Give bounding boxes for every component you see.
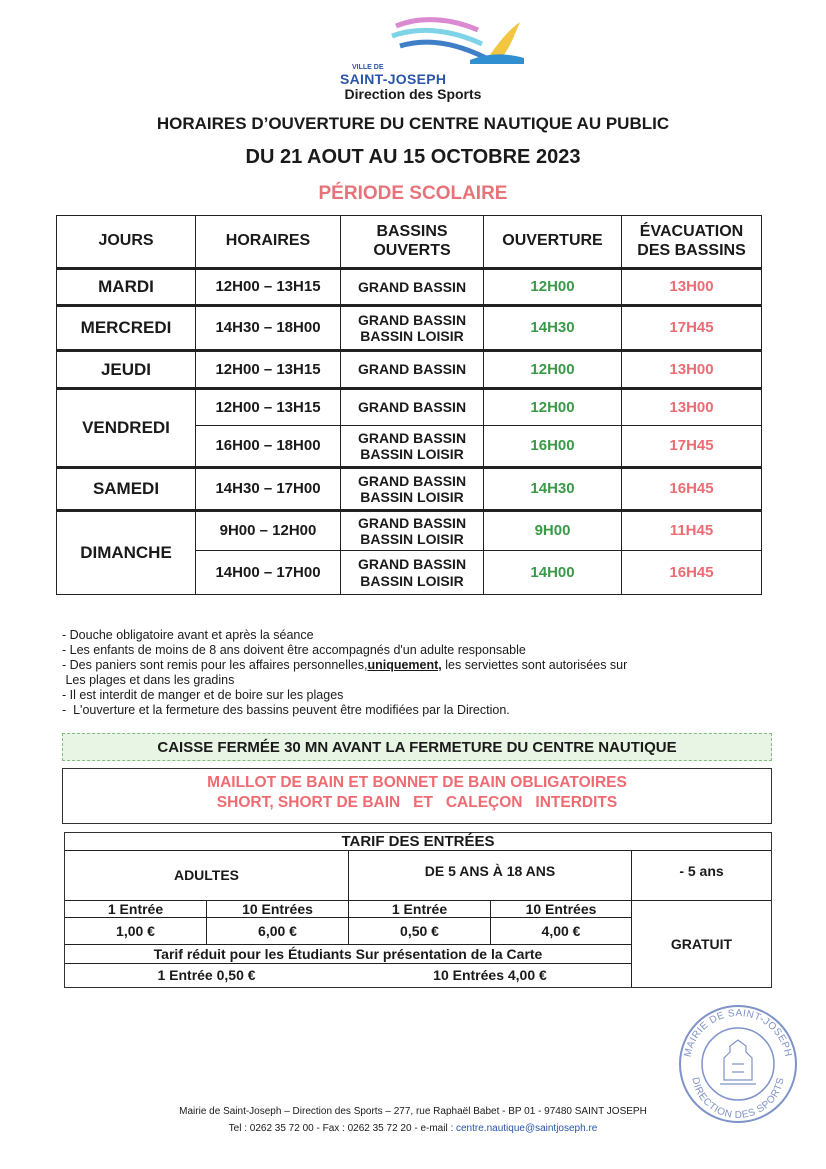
note-line: Les plages et dans les gradins — [62, 673, 235, 687]
evacuation-cell: 13H00 — [669, 360, 714, 378]
horaires-cell: 14H30 – 18H00 — [215, 319, 321, 337]
tarif-price: 4,00 € — [541, 922, 581, 939]
bassin-cell — [341, 551, 483, 594]
tarif-reduit-label: Tarif réduit pour les Étudiants Sur présentation de la Carte — [153, 945, 543, 962]
ouverture-cell: 14H30 — [530, 319, 575, 337]
tarif-entree-label: 1 Entrée — [391, 900, 448, 917]
footer-email-link[interactable]: centre.nautique@saintjoseph.re — [456, 1123, 598, 1134]
evacuation-cell: 17H45 — [669, 437, 714, 455]
tarif-entree-label: 1 Entrée — [107, 900, 164, 917]
ouverture-cell: 14H30 — [530, 480, 575, 498]
ouverture-cell: 12H00 — [530, 278, 575, 296]
day-vendredi: VENDREDI — [82, 418, 170, 438]
footer-contact — [0, 1123, 826, 1134]
horaires-cell: 12H00 – 13H15 — [215, 398, 321, 416]
header-ouverture: OUVERTURE — [502, 232, 603, 250]
tarif-moins5-header: - 5 ans — [679, 862, 724, 879]
footer-phone-fax: Tel : 0262 35 72 00 - Fax : 0262 35 72 20 - e-mail : — [228, 1123, 456, 1134]
bassin-line: GRAND BASSIN — [357, 429, 467, 446]
department-name: Direction des Sports — [344, 86, 482, 102]
bassin-cell: GRAND BASSIN — [357, 361, 467, 378]
ouverture-cell: 12H00 — [530, 398, 575, 416]
horaires-cell: 14H00 – 17H00 — [215, 563, 321, 581]
ouverture-cell: 14H00 — [530, 563, 575, 581]
note-line: - Douche obligatoire avant et après la séance — [62, 628, 314, 642]
date-range: DU 21 AOUT AU 15 OCTOBRE 2023 — [245, 146, 581, 168]
wave-emblem-icon — [390, 14, 530, 70]
stamp-top-text: MAIRIE DE SAINT-JOSEPH — [682, 1007, 794, 1059]
evacuation-cell: 13H00 — [669, 398, 714, 416]
schedule-table — [56, 215, 762, 595]
bassin-line: BASSIN LOISIR — [360, 328, 464, 344]
bassin-cell: GRAND BASSIN — [357, 399, 467, 416]
bassin-cell — [341, 307, 483, 349]
ouverture-cell: 12H00 — [530, 360, 575, 378]
day-dimanche: DIMANCHE — [80, 543, 172, 563]
tarif-entree-label: 10 Entrées — [242, 900, 313, 917]
logo-city-name: SAINT-JOSEPH — [340, 71, 447, 87]
tarif-price: 1,00 € — [116, 922, 155, 939]
tarif-jeunes-header: DE 5 ANS À 18 ANS — [424, 862, 556, 879]
bassin-line: GRAND BASSIN — [357, 472, 467, 489]
note-line: - Il est interdit de manger et de boire sur les plages — [62, 688, 344, 702]
header-bassins-l1: BASSINS — [376, 223, 448, 241]
evacuation-cell: 13H00 — [669, 278, 714, 296]
tarif-reduit-price: 10 Entrées 4,00 € — [433, 967, 547, 984]
day-mercredi: MERCREDI — [80, 318, 172, 338]
horaires-cell: 9H00 – 12H00 — [219, 522, 317, 540]
tarif-entree-label: 10 Entrées — [525, 900, 597, 917]
day-mardi: MARDI — [98, 277, 154, 297]
header-bassins — [341, 216, 483, 267]
svg-text:MAIRIE DE SAINT-JOSEPH — [682, 1008, 793, 1058]
header-evacuation — [622, 216, 761, 267]
horaires-cell: 14H30 – 17H00 — [215, 480, 321, 498]
caisse-banner: CAISSE FERMÉE 30 MN AVANT LA FERMETURE DU CENTRE NAUTIQUE — [62, 733, 772, 761]
note-emphasis: uniquement, — [367, 658, 442, 672]
bassin-line: BASSIN LOISIR — [360, 531, 464, 547]
note-text: les serviettes sont autorisées sur — [441, 658, 628, 672]
rules-notes — [62, 628, 762, 718]
city-logo — [330, 14, 530, 87]
tarif-title: TARIF DES ENTRÉES — [341, 832, 495, 850]
horaires-cell: 12H00 – 13H15 — [215, 278, 321, 296]
bassin-line: GRAND BASSIN — [357, 514, 467, 531]
bassin-line: GRAND BASSIN — [357, 311, 467, 328]
tarif-price: 0,50 € — [400, 922, 439, 939]
period-label: PÉRIODE SCOLAIRE — [318, 183, 508, 204]
bassin-cell — [341, 512, 483, 550]
day-jeudi: JEUDI — [100, 359, 152, 379]
tarif-price: 6,00 € — [258, 922, 297, 939]
bassin-line: BASSIN LOISIR — [360, 572, 464, 589]
tarif-adultes-header: ADULTES — [173, 867, 240, 884]
dress-code-box — [62, 768, 772, 824]
ouverture-cell: 16H00 — [530, 437, 575, 455]
note-line — [62, 658, 762, 673]
header-horaires: HORAIRES — [225, 232, 311, 250]
note-text: - Des paniers sont remis pour les affaires personnelles, — [62, 658, 368, 672]
dress-code-line1: MAILLOT DE BAIN ET BONNET DE BAIN OBLIGATOIRES — [207, 774, 627, 791]
note-line: - L'ouverture et la fermeture des bassins peuvent être modifiées par la Direction. — [62, 703, 510, 717]
horaires-cell: 16H00 – 18H00 — [215, 437, 321, 455]
dress-code-line2: SHORT, SHORT DE BAIN ET CALEÇON INTERDITS — [216, 794, 618, 811]
evacuation-cell: 16H45 — [669, 563, 714, 581]
ouverture-cell: 9H00 — [534, 522, 571, 540]
bassin-cell — [341, 426, 483, 466]
tarif-table — [64, 832, 772, 988]
note-line: - Les enfants de moins de 8 ans doivent être accompagnés d'un adulte responsable — [62, 643, 526, 657]
logo-ville-de: VILLE DE — [352, 64, 384, 71]
bassin-cell — [341, 469, 483, 509]
bassin-cell: GRAND BASSIN — [357, 278, 467, 295]
tarif-reduit-price: 1 Entrée 0,50 € — [157, 967, 256, 984]
header-bassins-l2: OUVERTS — [373, 241, 451, 259]
bassin-line: BASSIN LOISIR — [360, 489, 464, 505]
stamp-bottom-text: DIRECTION DES SPORTS — [689, 1076, 787, 1122]
horaires-cell: 12H00 – 13H15 — [215, 360, 321, 378]
header-evac-l2: DES BASSINS — [637, 241, 746, 259]
footer-address: Mairie de Saint-Joseph – Direction des Sports – 277, rue Raphaël Babet - BP 01 - 97480 SAINT JOSEPH — [179, 1106, 647, 1117]
evacuation-cell: 11H45 — [669, 522, 714, 540]
day-samedi: SAMEDI — [92, 479, 160, 499]
bassin-line: BASSIN LOISIR — [360, 446, 464, 462]
header-evac-l1: ÉVACUATION — [639, 223, 744, 241]
bassin-line: GRAND BASSIN — [357, 556, 467, 573]
page-title: HORAIRES D’OUVERTURE DU CENTRE NAUTIQUE AU PUBLIC — [156, 114, 670, 133]
evacuation-cell: 16H45 — [669, 480, 714, 498]
evacuation-cell: 17H45 — [669, 319, 714, 337]
header-jours: JOURS — [98, 232, 154, 250]
tarif-gratuit: GRATUIT — [670, 935, 733, 952]
